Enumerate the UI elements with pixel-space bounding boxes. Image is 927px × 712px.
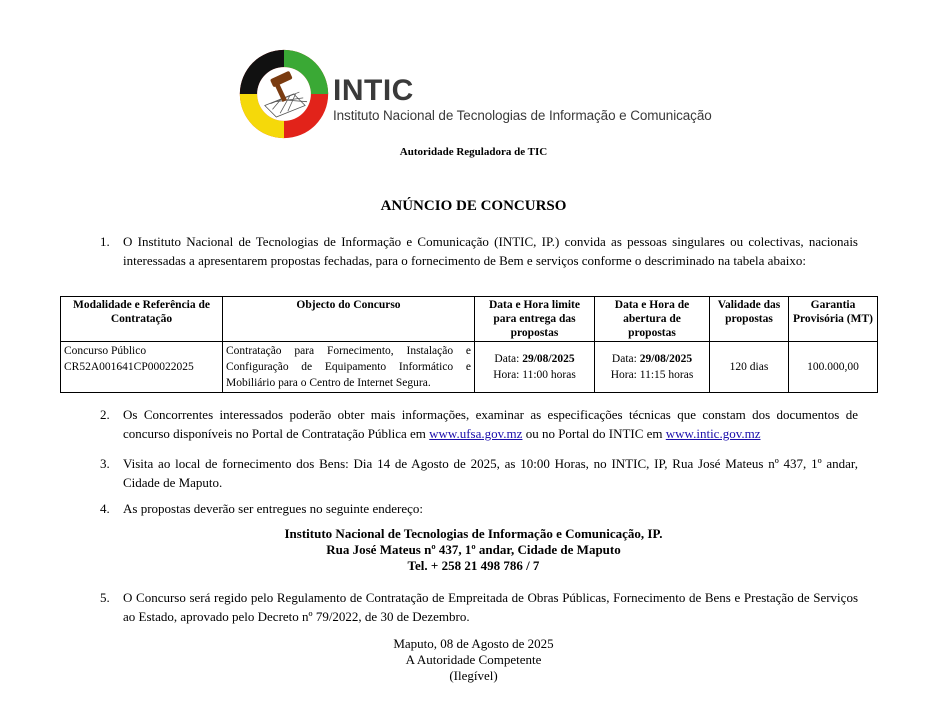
intic-portal-link[interactable]: www.intic.gov.mz (665, 426, 761, 441)
col-validade: Validade das propostas (710, 297, 789, 342)
item-number: 2. (100, 407, 110, 422)
delivery-address (0, 526, 927, 574)
signatory-role: A Autoridade Competente (405, 652, 542, 667)
authority-label: Autoridade Reguladora de TIC (399, 146, 548, 158)
entrega-data-label: Data: (494, 353, 523, 365)
address-line-2: Rua José Mateus nº 437, 1º andar, Cidade de Maputo (326, 542, 621, 557)
address-line-1: Instituto Nacional de Tecnologias de Informação e Comunicação, IP. (284, 526, 663, 541)
tender-table (60, 296, 878, 393)
item-5-text: O Concurso será regido pelo Regulamento de Contratação de Empreitada de Obras Públicas, Fornecimento de Bens e Prestação de Serviços ao Estado, aprovado pelo Decreto nº 79/2022, de 30 de Dezembro. (123, 590, 858, 624)
abertura-data-label: Data: (611, 353, 640, 365)
modalidade-type: Concurso Público (64, 345, 147, 357)
item-number: 4. (100, 501, 110, 516)
item-3-text: Visita ao local de fornecimento dos Bens: Dia 14 de Agosto de 2025, as 10:00 Horas, no INTIC, IP, Rua José Mateus nº 437, 1º andar, Cidade de Maputo. (123, 456, 858, 490)
item-2-text-b: ou no Portal do INTIC em (522, 426, 666, 441)
col-modalidade: Modalidade e Referência de Contratação (61, 297, 223, 342)
place-date: Maputo, 08 de Agosto de 2025 (393, 636, 554, 651)
cell-validade: 120 dias (710, 342, 789, 393)
brand-full-name: Instituto Nacional de Tecnologias de Informação e Comunicação (333, 108, 712, 123)
table-row (61, 342, 878, 393)
item-number: 1. (100, 234, 110, 249)
cell-abertura (595, 342, 710, 393)
item-number: 3. (100, 456, 110, 471)
entrega-hora: Hora: 11:00 horas (493, 369, 576, 381)
col-garantia: Garantia Provisória (MT) (789, 297, 878, 342)
address-line-3: Tel. + 258 21 498 786 / 7 (407, 558, 540, 573)
col-objecto: Objecto do Concurso (223, 297, 475, 342)
cell-entrega (475, 342, 595, 393)
intic-logo (236, 46, 332, 142)
signature-block (0, 636, 927, 684)
item-number: 5. (100, 590, 110, 605)
item-2-text-a: Os Concorrentes interessados poderão obter mais informações, examinar as especificações técnicas que constam dos documentos de concurso disponíveis no Portal de Contratação Pública em (123, 407, 858, 441)
entrega-data: 29/08/2025 (522, 353, 575, 365)
abertura-hora: Hora: 11:15 horas (610, 369, 694, 381)
abertura-data: 29/08/2025 (639, 353, 693, 365)
col-abertura: Data e Hora de abertura de propostas (595, 297, 710, 342)
cell-garantia: 100.000,00 (789, 342, 878, 393)
cell-modalidade (61, 342, 223, 393)
ufsa-portal-link[interactable]: www.ufsa.gov.mz (429, 426, 523, 441)
item-4-text: As propostas deverão ser entregues no seguinte endereço: (123, 501, 423, 516)
page-title: ANÚNCIO DE CONCURSO (380, 198, 567, 214)
cell-objecto: Contratação para Fornecimento, Instalação e Configuração de Equipamento Informático e Mobiliário para o Centro de Internet Segura. (223, 342, 475, 393)
modalidade-ref: CR52A001641CP00022025 (64, 361, 194, 373)
signature-note: (Ilegível) (449, 668, 498, 683)
brand-name: INTIC (333, 74, 414, 107)
item-2-text (123, 405, 858, 443)
col-entrega: Data e Hora limite para entrega das propostas (475, 297, 595, 342)
item-1-text: O Instituto Nacional de Tecnologias de Informação e Comunicação (INTIC, IP.) convida as pessoas singulares ou colectivas, nacionais interessadas a apresentarem propostas fechadas, para o fornecimento de Bem e serviços conforme o descriminado na tabela abaixo: (123, 234, 858, 268)
table-header-row (61, 297, 878, 342)
